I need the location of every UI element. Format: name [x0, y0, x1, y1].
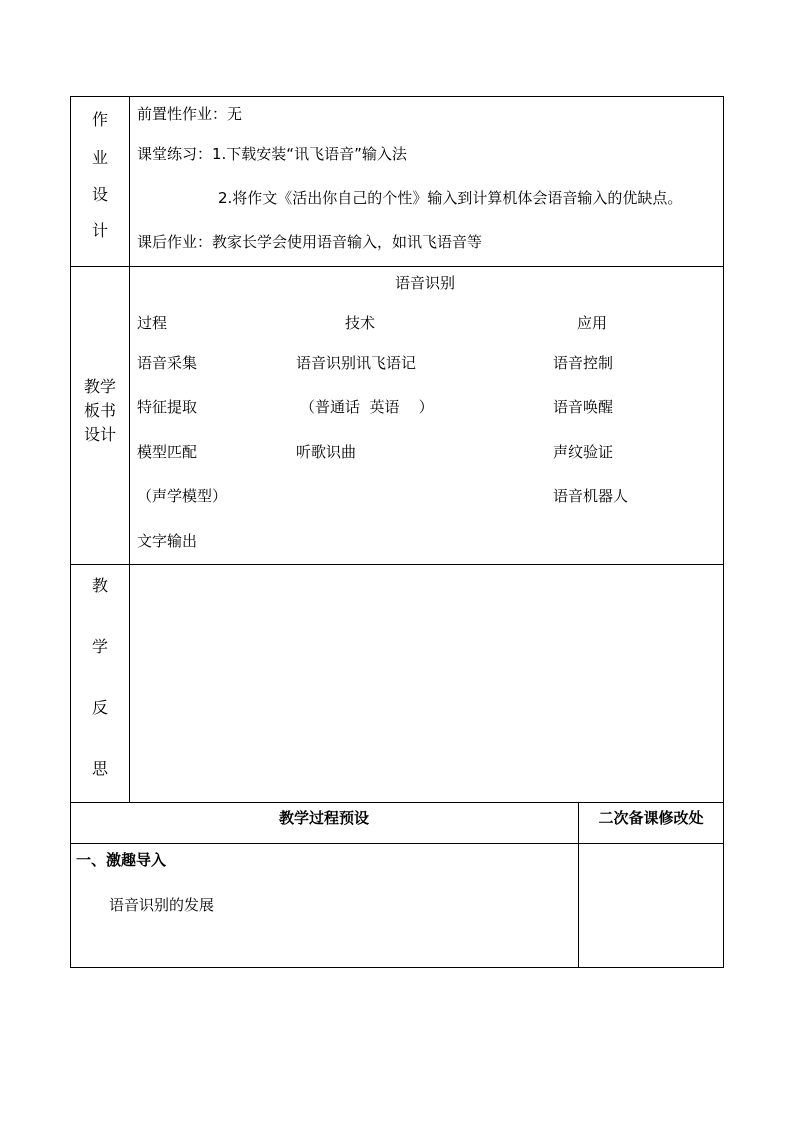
board-app-item: 语音机器人	[553, 487, 629, 505]
board-process-item: 文字输出	[137, 532, 198, 550]
board-label-line-3: 设计	[83, 425, 116, 444]
board-header-process: 过程	[137, 314, 168, 332]
board-tech-item: 听歌识曲	[296, 443, 357, 461]
table-border-bottom	[70, 967, 724, 968]
revision-notes-area[interactable]	[579, 844, 723, 967]
homework-label-char-3: 设	[91, 185, 108, 204]
homework-label-char-1: 作	[91, 110, 108, 129]
reflection-label-char-2: 学	[91, 637, 108, 656]
board-header-app: 应用	[577, 314, 608, 332]
table-border-row3	[70, 802, 724, 803]
process-section-text: 语音识别的发展	[109, 896, 215, 914]
process-header-main: 教学过程预设	[278, 809, 369, 827]
reflection-label-char-3: 反	[91, 698, 108, 717]
board-app-item: 声纹验证	[553, 443, 614, 461]
board-header-tech: 技术	[345, 314, 376, 332]
board-title: 语音识别	[395, 274, 456, 292]
board-process-item: 模型匹配	[137, 443, 198, 461]
board-process-item: 语音采集	[137, 354, 198, 372]
table-border-row1	[70, 266, 724, 267]
process-section-title: 一、激趣导入	[76, 851, 167, 869]
board-process-item: 特征提取	[137, 398, 198, 416]
board-process-item: （声学模型）	[137, 487, 228, 505]
homework-label-char-4: 计	[91, 221, 108, 240]
table-border-right	[723, 96, 724, 968]
board-app-item: 语音唤醒	[553, 398, 614, 416]
homework-pre-assignment: 前置性作业：无	[137, 105, 243, 123]
homework-after-class: 课后作业：教家长学会使用语音输入，如讯飞语音等	[137, 233, 483, 251]
reflection-label-char-4: 思	[91, 759, 108, 778]
process-header-side: 二次备课修改处	[598, 809, 704, 827]
table-border-top	[70, 96, 724, 97]
board-tech-item: 语音识别讯飞语记	[296, 354, 417, 372]
board-app-item: 语音控制	[553, 354, 614, 372]
board-tech-item: （普通话 英语 ）	[300, 398, 434, 416]
reflection-content-area[interactable]	[130, 565, 723, 802]
board-label-line-1: 教学	[83, 377, 116, 396]
homework-label-char-2: 业	[91, 148, 108, 167]
board-label-line-2: 板书	[83, 401, 116, 420]
homework-class-practice-1: 课堂练习：1.下载安装“讯飞语音”输入法	[137, 145, 407, 163]
homework-class-practice-2: 2.将作文《活出你自己的个性》输入到计算机体会语音输入的优缺点。	[218, 189, 683, 207]
reflection-label-char-1: 教	[91, 576, 108, 595]
